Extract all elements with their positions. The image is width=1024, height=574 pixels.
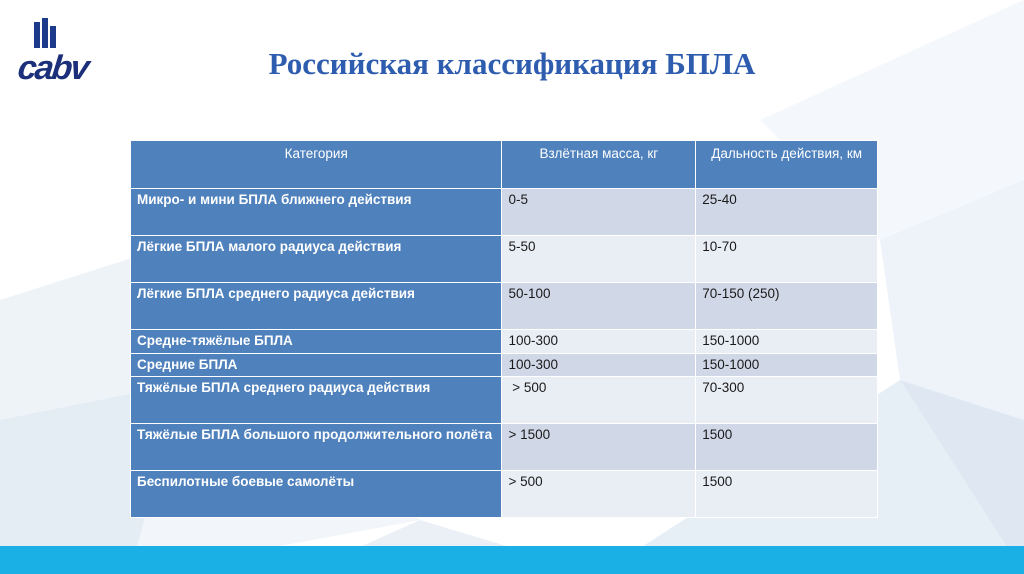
row-range: 70-300	[696, 377, 878, 424]
header-mass: Взлётная масса, кг	[502, 141, 696, 189]
logo-bar-1	[34, 22, 40, 48]
table-row	[131, 354, 878, 377]
logo-bar-2	[42, 18, 48, 48]
row-range: 150-1000	[696, 330, 878, 354]
logo-wordmark: cabv	[16, 49, 90, 87]
row-category: Тяжёлые БПЛА среднего радиуса действия	[131, 377, 502, 424]
header-category: Категория	[131, 141, 502, 189]
header-range: Дальность действия, км	[696, 141, 878, 189]
table-row	[131, 189, 878, 236]
table-row	[131, 424, 878, 471]
uav-classification-table	[130, 140, 878, 518]
row-mass: > 1500	[502, 424, 696, 471]
row-category: Средне-тяжёлые БПЛА	[131, 330, 502, 354]
row-category: Лёгкие БПЛА среднего радиуса действия	[131, 283, 502, 330]
row-mass: 50-100	[502, 283, 696, 330]
row-range: 25-40	[696, 189, 878, 236]
row-range: 150-1000	[696, 354, 878, 377]
row-range: 1500	[696, 471, 878, 518]
logo-bar-3	[50, 26, 56, 48]
table-row	[131, 283, 878, 330]
row-category: Тяжёлые БПЛА большого продолжительного полёта	[131, 424, 502, 471]
row-category: Микро- и мини БПЛА ближнего действия	[131, 189, 502, 236]
row-range: 70-150 (250)	[696, 283, 878, 330]
row-mass: 100-300	[502, 354, 696, 377]
logo	[18, 16, 104, 86]
row-range: 1500	[696, 424, 878, 471]
row-range: 10-70	[696, 236, 878, 283]
row-mass: > 500	[502, 471, 696, 518]
table-header-row	[131, 141, 878, 189]
bottom-bar	[0, 546, 1024, 574]
slide-title: Российская классификация БПЛА	[268, 46, 756, 81]
row-mass: 5-50	[502, 236, 696, 283]
row-category: Беспилотные боевые самолёты	[131, 471, 502, 518]
row-category: Лёгкие БПЛА малого радиуса действия	[131, 236, 502, 283]
table-row	[131, 236, 878, 283]
row-category: Средние БПЛА	[131, 354, 502, 377]
row-mass: 0-5	[502, 189, 696, 236]
table-row	[131, 330, 878, 354]
row-mass: 100-300	[502, 330, 696, 354]
table-row	[131, 377, 878, 424]
table-row	[131, 471, 878, 518]
row-mass: > 500	[502, 377, 696, 424]
